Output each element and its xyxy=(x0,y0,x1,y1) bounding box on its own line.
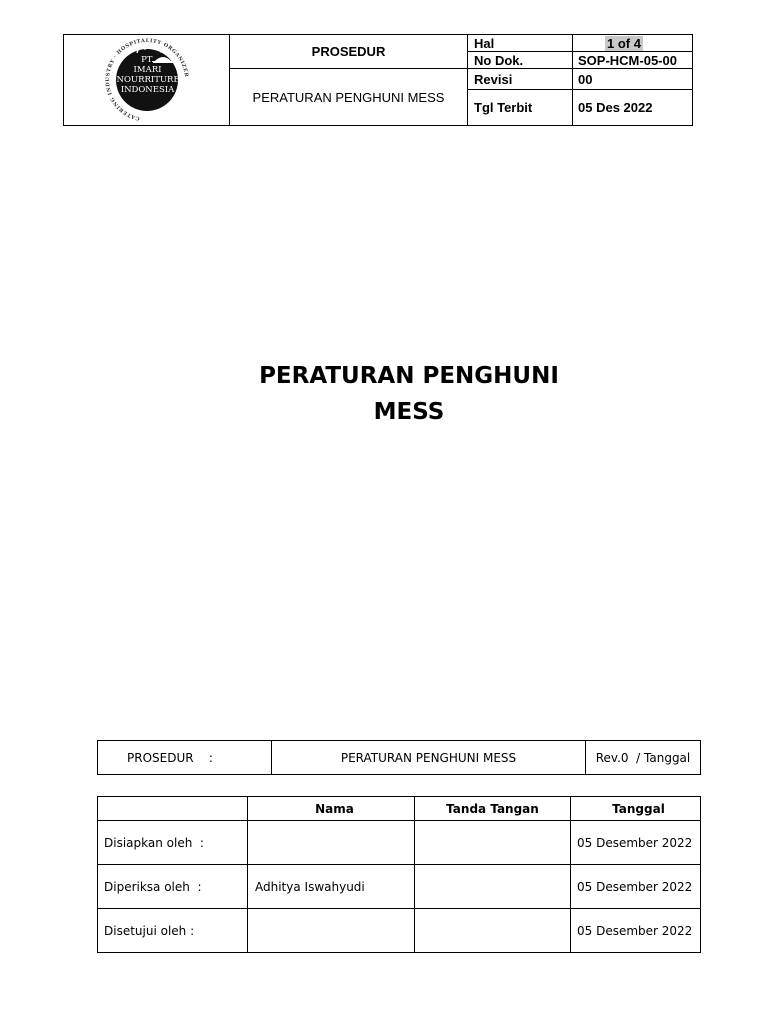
revisi-value: 00 xyxy=(573,69,693,90)
approval-signature xyxy=(415,865,571,909)
no-dok-value: SOP-HCM-05-00 xyxy=(573,52,693,69)
approval-signature xyxy=(415,821,571,865)
table-row xyxy=(98,865,701,909)
revisi-label: Revisi xyxy=(468,69,573,90)
summary-procedure-title: PERATURAN PENGHUNI MESS xyxy=(272,741,586,775)
approval-header-name: Nama xyxy=(248,797,415,821)
approval-date: 05 Desember 2022 xyxy=(571,909,701,953)
summary-revision: Rev.0 / Tanggal xyxy=(586,741,701,775)
procedure-summary-table xyxy=(97,740,701,775)
no-dok-label: No Dok. xyxy=(468,52,573,69)
approval-name xyxy=(248,909,415,953)
document-title-line1: PERATURAN PENGHUNI xyxy=(259,363,559,389)
approval-role: Disiapkan oleh : xyxy=(98,821,248,865)
table-row xyxy=(98,909,701,953)
approval-header-signature: Tanda Tangan xyxy=(415,797,571,821)
tgl-terbit-value: 05 Des 2022 xyxy=(573,90,693,126)
document-header-table xyxy=(63,34,693,126)
hal-label: Hal xyxy=(468,35,573,52)
procedure-title: PERATURAN PENGHUNI MESS xyxy=(230,69,468,126)
procedure-label: PROSEDUR xyxy=(230,35,468,69)
approval-header-row xyxy=(98,797,701,821)
approval-signature xyxy=(415,909,571,953)
company-logo-cell xyxy=(64,35,230,126)
approval-header-date: Tanggal xyxy=(571,797,701,821)
page-number: 1 of 4 xyxy=(607,35,641,51)
approval-name xyxy=(248,821,415,865)
approval-role: Diperiksa oleh : xyxy=(98,865,248,909)
approval-header-role xyxy=(98,797,248,821)
company-logo xyxy=(87,35,207,125)
table-row xyxy=(98,821,701,865)
approval-date: 05 Desember 2022 xyxy=(571,865,701,909)
summary-procedure-label: PROSEDUR : xyxy=(98,741,272,775)
approval-role: Disetujui oleh : xyxy=(98,909,248,953)
logo-ring-text: CATERING INDUSTRY · HOSPITALITY ORGANIZER xyxy=(104,37,189,122)
document-title xyxy=(184,358,634,430)
document-title-line2: MESS xyxy=(373,399,445,425)
tgl-terbit-label: Tgl Terbit xyxy=(468,90,573,126)
approval-date: 05 Desember 2022 xyxy=(571,821,701,865)
approval-name: Adhitya Iswahyudi xyxy=(248,865,415,909)
logo-text: PT. IMARI NOURRITURE INDONESIA xyxy=(116,55,180,95)
approval-table xyxy=(97,796,701,953)
